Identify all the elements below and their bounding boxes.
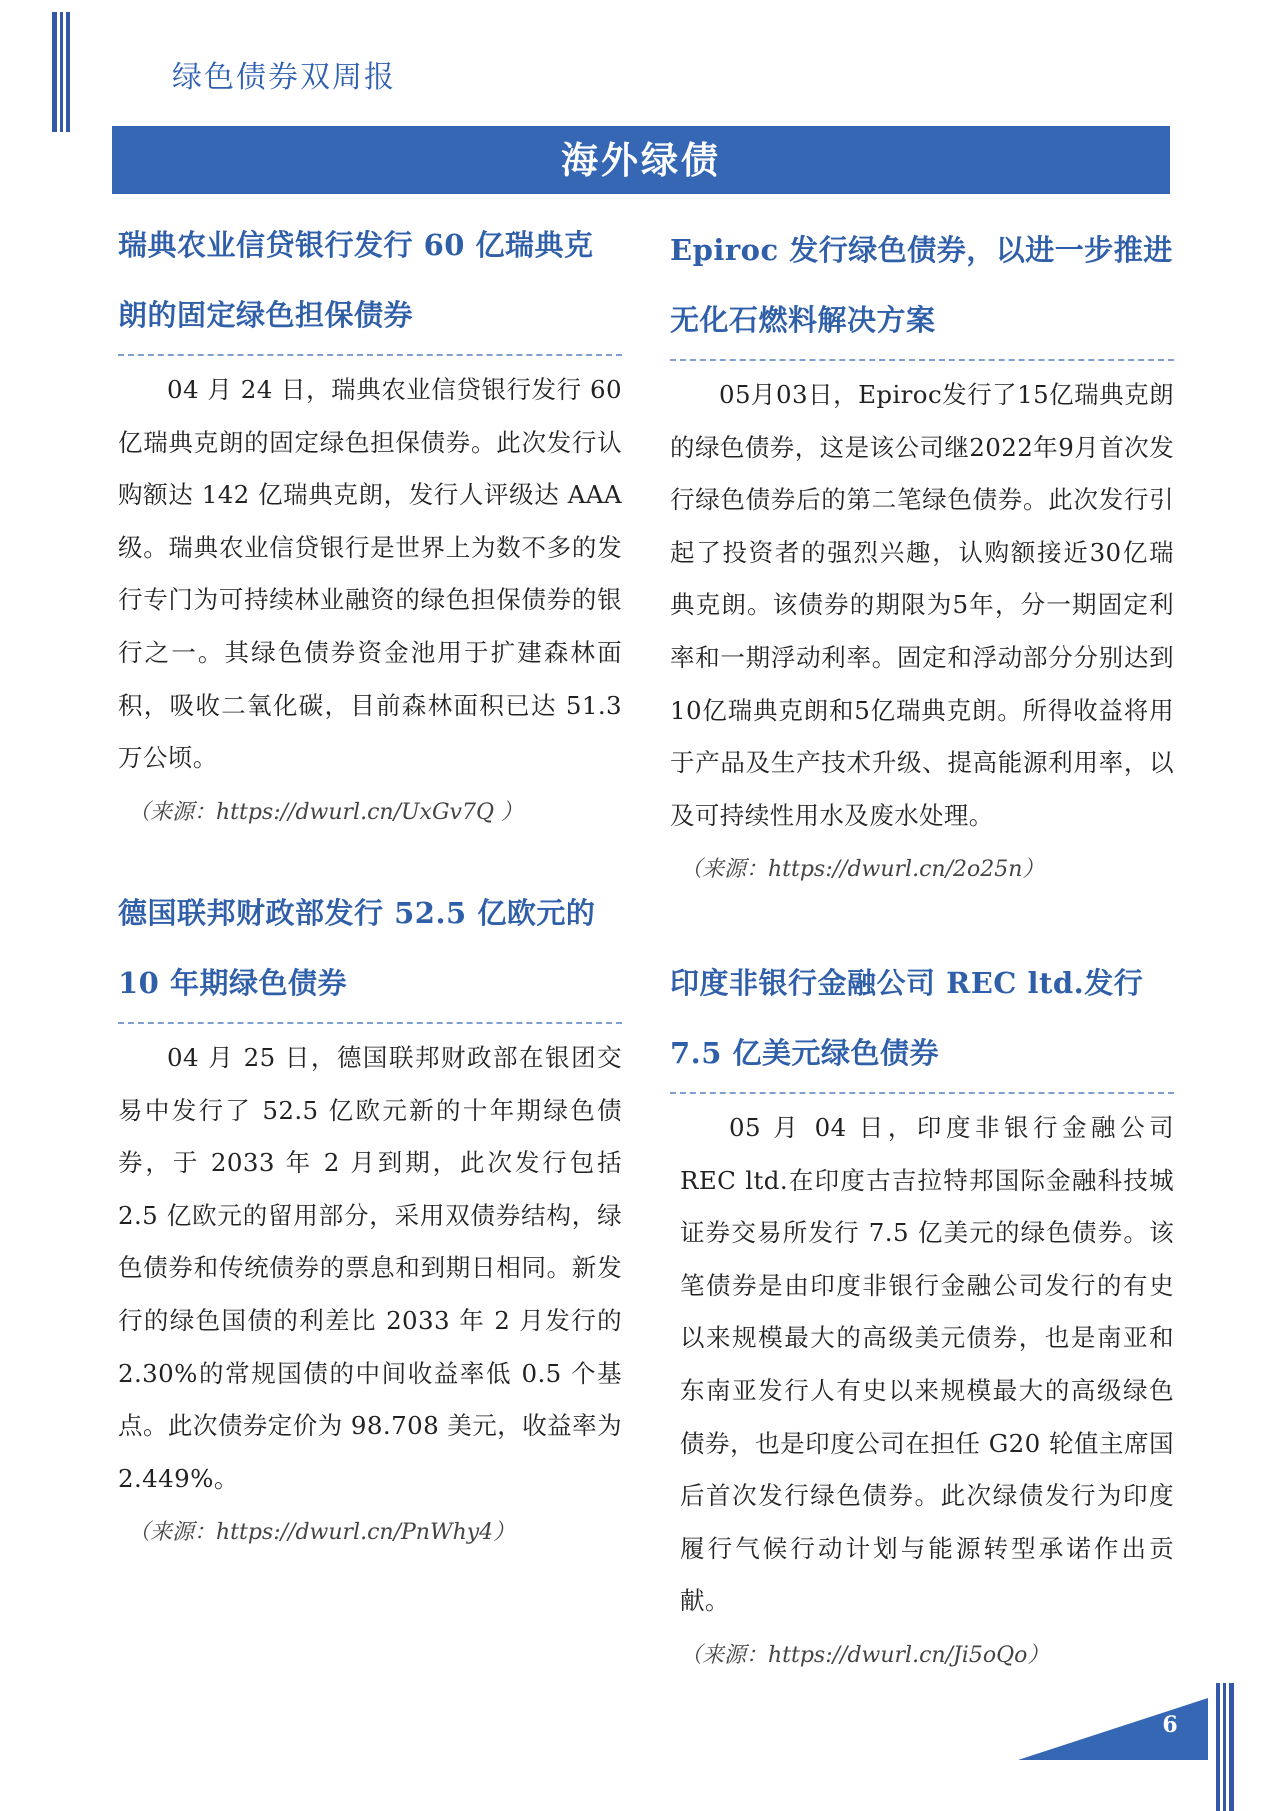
right-decor-bar-2: [1223, 1683, 1226, 1811]
article-german-finance-ministry: [118, 878, 622, 1546]
article-sweden-agricultural-bank: [118, 210, 622, 826]
dashed-divider: [670, 359, 1174, 361]
article-title: 瑞典农业信贷银行发行 60 亿瑞典克朗的固定绿色担保债券: [118, 228, 594, 332]
article-body: 04 月 24 日，瑞典农业信贷银行发行 60 亿瑞典克朗的固定绿色担保债券。此次发行认购额达 142 亿瑞典克朗，发行人评级达 AAA 级。瑞典农业信贷银行是世界上为数不多的发行专门为可持续林业融资的绿色担保债券的银行之一。其绿色债券资金池用于扩建森林面积，吸收二氧化碳，目前森林面积已达 51.3 万公顷。: [118, 375, 622, 773]
dashed-divider: [670, 1092, 1174, 1094]
article-epiroc: [670, 215, 1174, 883]
article-source: （来源：https://dwurl.cn/Ji5oQo）: [680, 1642, 1050, 1668]
article-source: （来源：https://dwurl.cn/UxGv7Q ）: [128, 799, 523, 825]
dashed-divider: [118, 1022, 622, 1024]
left-decor-bar-3: [66, 12, 70, 132]
right-decor-bar-3: [1229, 1683, 1234, 1811]
article-title: Epiroc 发行绿色债券，以进一步推进无化石燃料解决方案: [670, 233, 1173, 337]
right-decor-bar-1: [1216, 1683, 1220, 1811]
article-source: （来源：https://dwurl.cn/2o25n）: [680, 857, 1045, 883]
article-title: 德国联邦财政部发行 52.5 亿欧元的 10 年期绿色债券: [118, 896, 596, 1000]
left-decor-bar-2: [60, 12, 63, 132]
article-source: （来源：https://dwurl.cn/PnWhy4）: [128, 1520, 516, 1546]
dashed-divider: [118, 354, 622, 356]
page-number: 6: [1162, 1712, 1178, 1738]
article-title: 印度非银行金融公司 REC ltd.发行 7.5 亿美元绿色债券: [670, 966, 1144, 1070]
article-body: 04 月 25 日，德国联邦财政部在银团交易中发行了 52.5 亿欧元新的十年期绿色债券，于 2033 年 2 月到期，此次发行包括 2.5 亿欧元的留用部分，采用双债券结构，绿色债券和传统债券的票息和到期日相同。新发行的绿色国债的利差比 2033 年 2 月发行的 2.30%的常规国债的中间收益率低 0.5 个基点。此次债券定价为 98.708 美元，收益率为 2.449%。: [118, 1043, 622, 1493]
left-decor-bar-1: [52, 12, 57, 132]
section-banner: 海外绿债: [112, 126, 1170, 194]
report-title: 绿色债券双周报: [172, 60, 396, 95]
article-body: 05 月 04 日，印度非银行金融公司 REC ltd.在印度古吉拉特邦国际金融科技城证券交易所发行 7.5 亿美元的绿色债券。该笔债券是由印度非银行金融公司发行的有史以来规模最大的高级美元债券，也是南亚和东南亚发行人有史以来规模最大的高级绿色债券，也是印度公司在担任 G20 轮值主席国后首次发行绿色债券。此次绿债发行为印度履行气候行动计划与能源转型承诺作出贡献。: [680, 1113, 1174, 1616]
article-india-rec: [670, 948, 1174, 1669]
article-body: 05月03日，Epiroc发行了15亿瑞典克朗的绿色债券，这是该公司继2022年9月首次发行绿色债券后的第二笔绿色债券。此次发行引起了投资者的强烈兴趣，认购额接近30亿瑞典克朗。该债券的期限为5年，分一期固定利率和一期浮动利率。固定和浮动部分分别达到10亿瑞典克朗和5亿瑞典克朗。所得收益将用于产品及生产技术升级、提高能源利用率，以及可持续性用水及废水处理。: [670, 380, 1174, 830]
